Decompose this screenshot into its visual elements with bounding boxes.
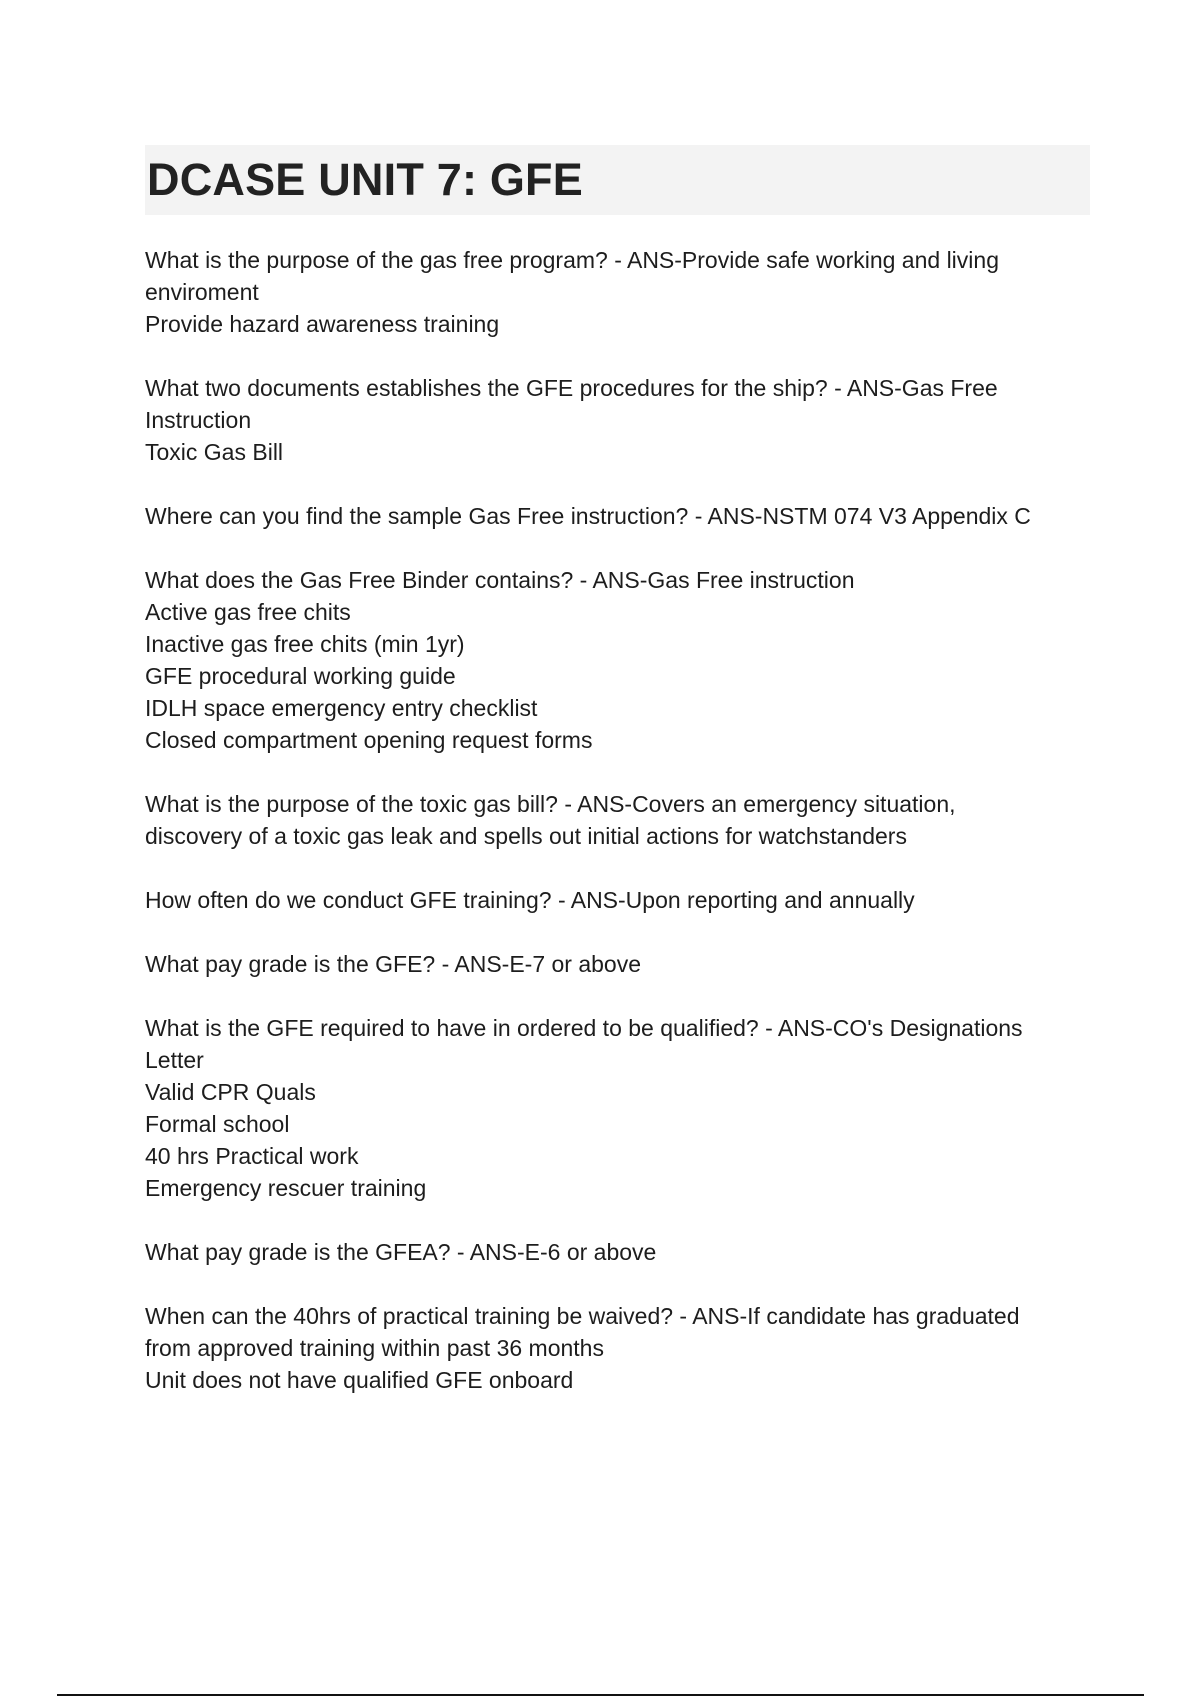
answer-line: Emergency rescuer training — [145, 1175, 427, 1201]
answer-line: GFE procedural working guide — [145, 663, 456, 689]
question-line: What is the purpose of the gas free program? - ANS-Provide safe working and living — [145, 247, 999, 273]
question-answer-list — [145, 244, 1090, 1428]
qa-item — [145, 788, 1090, 852]
question-line: What does the Gas Free Binder contains? - ANS-Gas Free instruction — [145, 567, 855, 593]
answer-line: from approved training within past 36 months — [145, 1335, 604, 1361]
answer-line: discovery of a toxic gas leak and spells out initial actions for watchstanders — [145, 823, 907, 849]
question-line: What two documents establishes the GFE procedures for the ship? - ANS-Gas Free — [145, 375, 998, 401]
footer-divider — [57, 1694, 1144, 1696]
qa-item — [145, 244, 1090, 340]
question-line: What pay grade is the GFEA? - ANS-E-6 or above — [145, 1239, 657, 1265]
answer-line: Letter — [145, 1047, 204, 1073]
answer-line: Instruction — [145, 407, 252, 433]
answer-line: Unit does not have qualified GFE onboard — [145, 1367, 574, 1393]
title-banner — [145, 145, 1090, 215]
answer-line: Inactive gas free chits (min 1yr) — [145, 631, 465, 657]
qa-item — [145, 564, 1090, 756]
question-line: When can the 40hrs of practical training be waived? - ANS-If candidate has graduated — [145, 1303, 1020, 1329]
qa-item — [145, 1236, 1090, 1268]
qa-item — [145, 1300, 1090, 1396]
question-line: How often do we conduct GFE training? - ANS-Upon reporting and annually — [145, 887, 915, 913]
qa-item — [145, 372, 1090, 468]
qa-item — [145, 1012, 1090, 1204]
question-line: What pay grade is the GFE? - ANS-E-7 or above — [145, 951, 642, 977]
qa-item — [145, 948, 1090, 980]
answer-line: Provide hazard awareness training — [145, 311, 500, 337]
answer-line: enviroment — [145, 279, 259, 305]
question-line: What is the GFE required to have in ordered to be qualified? - ANS-CO's Designations — [145, 1015, 1023, 1041]
qa-item — [145, 884, 1090, 916]
page-title: DCASE UNIT 7: GFE — [147, 154, 583, 205]
question-line: What is the purpose of the toxic gas bill? - ANS-Covers an emergency situation, — [145, 791, 956, 817]
qa-item — [145, 500, 1090, 532]
answer-line: Toxic Gas Bill — [145, 439, 284, 465]
answer-line: Valid CPR Quals — [145, 1079, 316, 1105]
answer-line: Active gas free chits — [145, 599, 351, 625]
answer-line: Formal school — [145, 1111, 290, 1137]
question-line: Where can you find the sample Gas Free instruction? - ANS-NSTM 074 V3 Appendix C — [145, 503, 1031, 529]
answer-line: IDLH space emergency entry checklist — [145, 695, 538, 721]
answer-line: 40 hrs Practical work — [145, 1143, 359, 1169]
answer-line: Closed compartment opening request forms — [145, 727, 593, 753]
